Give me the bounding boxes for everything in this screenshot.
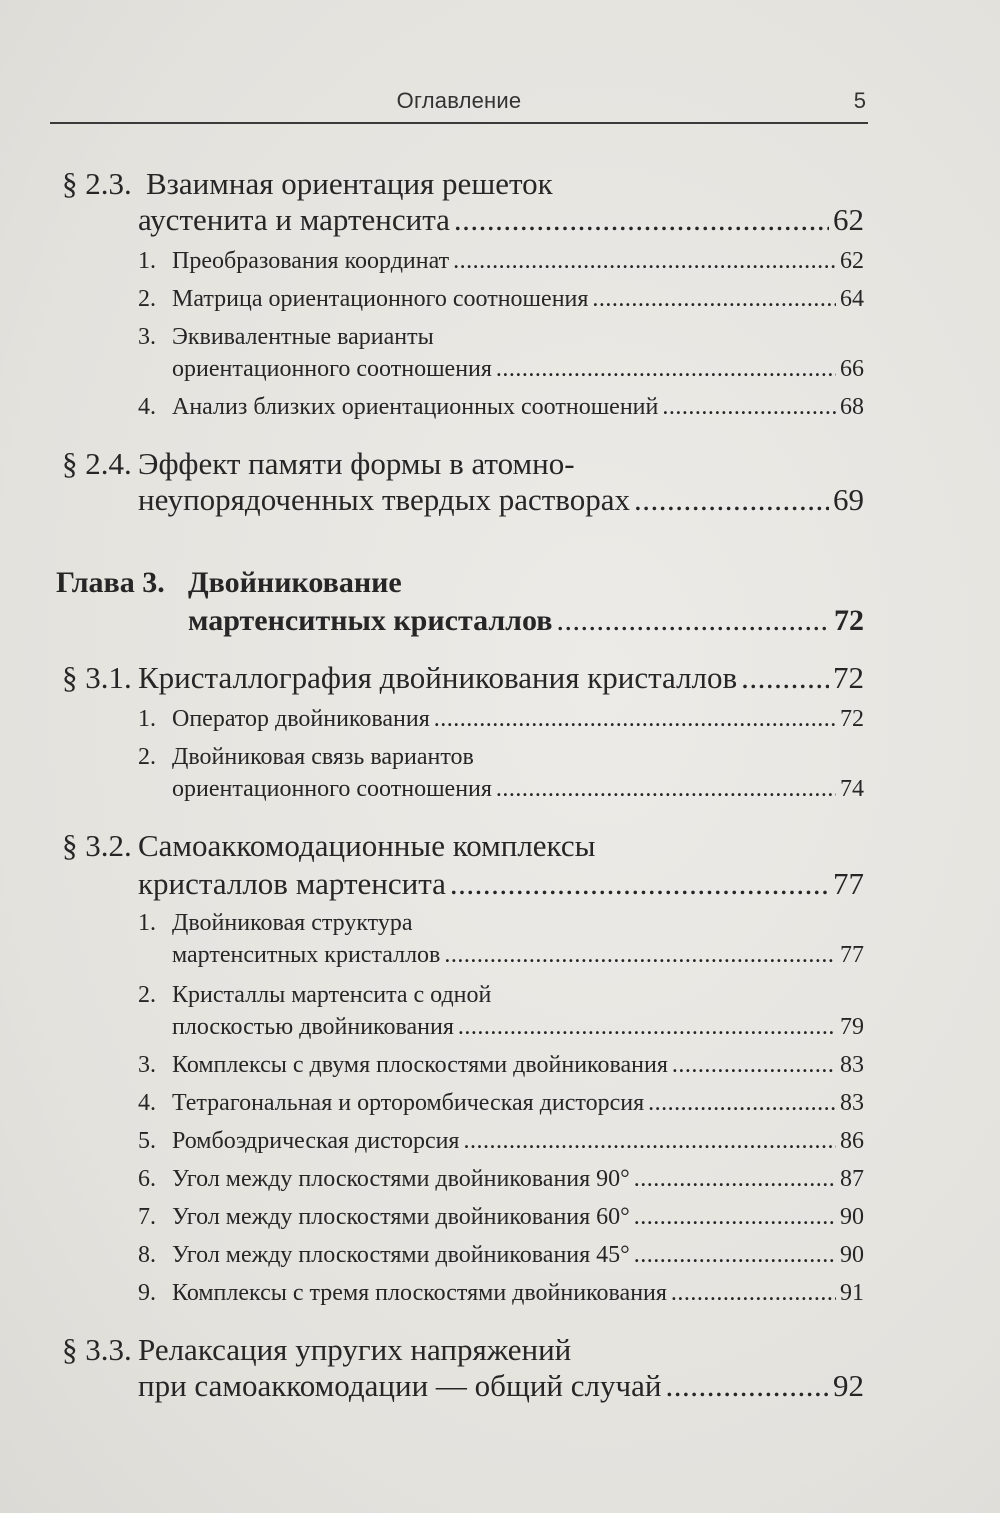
toc-entry-item[interactable]	[172, 1052, 864, 1079]
section-title: аустенита и мартенсита	[138, 202, 450, 237]
dot-leader	[458, 1014, 836, 1041]
item-title: Ромбоэдрическая дисторсия	[172, 1128, 460, 1154]
item-title: Угол между плоскостями двойникования 45°	[172, 1242, 630, 1268]
section-number: § 3.1.	[62, 660, 132, 695]
item-number: 5.	[138, 1128, 156, 1154]
toc-entry-item[interactable]	[172, 942, 864, 969]
dot-leader	[453, 248, 836, 275]
toc-entry-section[interactable]	[138, 866, 864, 902]
item-title: Тетрагональная и орторомбическая дисторсия	[172, 1090, 645, 1116]
chapter-title: Двойникование	[188, 566, 402, 599]
item-title: Кристаллы мартенсита с одной	[172, 982, 492, 1008]
section-title: при самоаккомодации — общий случай	[138, 1368, 662, 1403]
page-ref: 83	[840, 1052, 864, 1078]
dot-leader	[556, 604, 830, 638]
dot-leader	[463, 1128, 836, 1155]
item-title: Двойниковая связь вариантов	[172, 744, 474, 770]
item-number: 1.	[138, 248, 156, 274]
toc-entry-item[interactable]	[172, 1242, 864, 1269]
running-header	[50, 86, 868, 124]
page-ref: 72	[840, 706, 864, 732]
item-title: ориентационного соотношения	[172, 776, 492, 802]
toc-entry-section[interactable]	[138, 202, 864, 238]
toc-entry-item[interactable]	[172, 394, 864, 421]
page-ref: 68	[840, 394, 864, 420]
section-title: Кристаллография двойникования кристаллов	[138, 660, 738, 695]
page-ref: 74	[840, 776, 864, 802]
page-ref: 86	[840, 1128, 864, 1154]
page-ref: 62	[840, 248, 864, 274]
dot-leader	[634, 482, 829, 518]
dot-leader	[634, 1204, 836, 1231]
item-number: 4.	[138, 394, 156, 420]
dot-leader	[634, 1166, 836, 1193]
item-number: 2.	[138, 286, 156, 312]
page-ref: 62	[833, 202, 864, 237]
item-number: 6.	[138, 1166, 156, 1192]
item-title: Комплексы с двумя плоскостями двойникования	[172, 1052, 668, 1078]
page-ref: 77	[833, 866, 864, 901]
toc-entry-section[interactable]	[138, 482, 864, 518]
dot-leader	[741, 660, 829, 696]
page-ref: 91	[840, 1280, 864, 1306]
item-number: 7.	[138, 1204, 156, 1230]
chapter-number: Глава 3.	[56, 566, 165, 599]
section-number: § 2.3.	[62, 166, 132, 201]
page-ref: 77	[840, 942, 864, 968]
page-ref: 92	[833, 1368, 864, 1403]
toc-entry-section[interactable]	[138, 1368, 864, 1404]
dot-leader	[671, 1280, 836, 1307]
toc-entry-item[interactable]	[172, 1204, 864, 1231]
item-title: Угол между плоскостями двойникования 90°	[172, 1166, 630, 1192]
item-number: 2.	[138, 744, 156, 770]
item-title: мартенситных кристаллов	[172, 942, 441, 968]
dot-leader	[672, 1052, 836, 1079]
item-title: Угол между плоскостями двойникования 60°	[172, 1204, 630, 1230]
item-title: Комплексы с тремя плоскостями двойникования	[172, 1280, 667, 1306]
header-title: Оглавление	[396, 88, 522, 113]
item-number: 3.	[138, 324, 156, 350]
toc-entry-section[interactable]	[138, 660, 864, 696]
item-title: Матрица ориентационного соотношения	[172, 286, 589, 312]
dot-leader	[450, 866, 829, 902]
section-title: Релаксация упругих напряжений	[138, 1332, 572, 1367]
dot-leader	[444, 942, 836, 969]
dot-leader	[634, 1242, 836, 1269]
item-number: 9.	[138, 1280, 156, 1306]
item-title: плоскостью двойникования	[172, 1014, 454, 1040]
item-title: ориентационного соотношения	[172, 356, 492, 382]
page-ref: 79	[840, 1014, 864, 1040]
section-title: Взаимная ориентация решеток	[146, 166, 553, 201]
page-ref: 66	[840, 356, 864, 382]
dot-leader	[434, 706, 836, 733]
page-ref: 90	[840, 1242, 864, 1268]
toc-entry-chapter[interactable]	[188, 604, 864, 638]
page-ref: 83	[840, 1090, 864, 1116]
toc-entry-item[interactable]	[172, 776, 864, 803]
item-title: Двойниковая структура	[172, 910, 413, 936]
item-title: Эквивалентные варианты	[172, 324, 434, 350]
item-title: Преобразования координат	[172, 248, 450, 274]
page-ref: 72	[834, 604, 864, 637]
item-number: 1.	[138, 910, 156, 936]
toc-entry-item[interactable]	[172, 286, 864, 313]
page-ref: 72	[833, 660, 864, 695]
dot-leader	[496, 356, 836, 383]
page-ref: 87	[840, 1166, 864, 1192]
item-number: 3.	[138, 1052, 156, 1078]
page-ref: 90	[840, 1204, 864, 1230]
toc-entry-item[interactable]	[172, 356, 864, 383]
item-number: 8.	[138, 1242, 156, 1268]
page-ref: 64	[840, 286, 864, 312]
item-number: 4.	[138, 1090, 156, 1116]
toc-entry-item[interactable]	[172, 1014, 864, 1041]
page-ref: 69	[833, 482, 864, 517]
section-number: § 2.4.	[62, 446, 132, 481]
dot-leader	[496, 776, 836, 803]
toc-entry-item[interactable]	[172, 1166, 864, 1193]
dot-leader	[592, 286, 836, 313]
dot-leader	[665, 1368, 829, 1404]
item-number: 1.	[138, 706, 156, 732]
section-title: Самоаккомодационные комплексы	[138, 828, 596, 863]
toc-entry-item[interactable]	[172, 248, 864, 275]
header-page-number: 5	[853, 88, 866, 113]
section-title: Эффект памяти формы в атомно-	[138, 446, 575, 481]
toc-entry-item[interactable]	[172, 1280, 864, 1307]
section-title: кристаллов мартенсита	[138, 866, 446, 901]
toc-entry-item[interactable]	[172, 1090, 864, 1117]
item-title: Анализ близких ориентационных соотношений	[172, 394, 659, 420]
section-number: § 3.3.	[62, 1332, 132, 1367]
item-title: Оператор двойникования	[172, 706, 430, 732]
dot-leader	[662, 394, 836, 421]
item-number: 2.	[138, 982, 156, 1008]
dot-leader	[454, 202, 829, 238]
section-title: неупорядоченных твердых растворах	[138, 482, 630, 517]
toc-entry-item[interactable]	[172, 1128, 864, 1155]
toc-entry-item[interactable]	[172, 706, 864, 733]
dot-leader	[648, 1090, 836, 1117]
section-number: § 3.2.	[62, 828, 132, 863]
chapter-title: мартенситных кристаллов	[188, 604, 553, 637]
